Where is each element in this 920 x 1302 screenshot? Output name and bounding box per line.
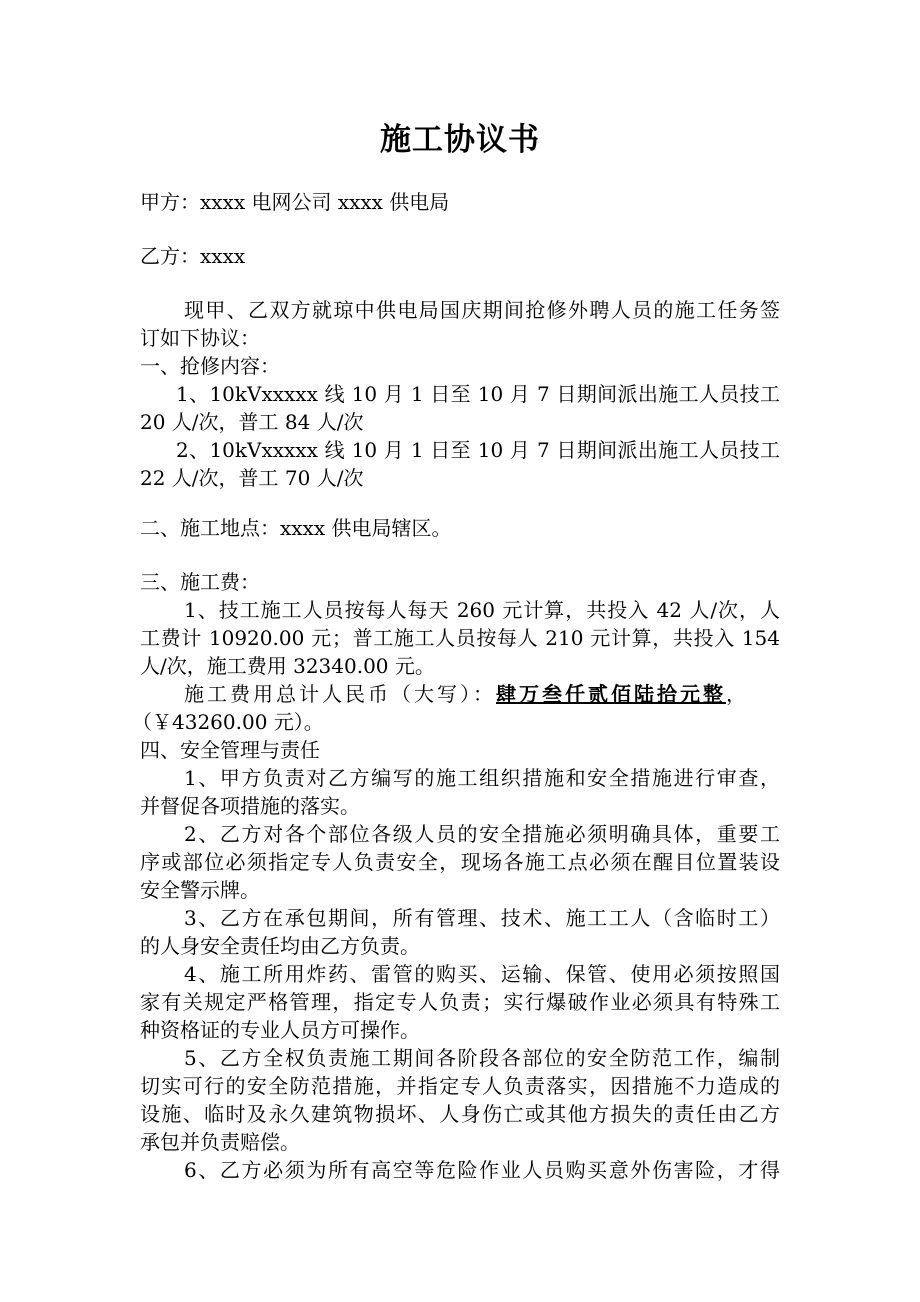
section1-item1-line2: 20 人/次，普工 84 人/次 [140, 410, 364, 434]
section4-item2-line1: 2、乙方对各个部位各级人员的安全措施必须明确具体，重要工 [184, 822, 780, 846]
section1-item1-line1: 1、10kVxxxxx 线 10 月 1 日至 10 月 7 日期间派出施工人员技工 [176, 382, 780, 406]
section3-item1-line3: 人/次，施工费用 32340.00 元。 [140, 654, 435, 678]
intro-line-2: 订如下协议： [140, 326, 260, 350]
total-prefix: 施工费用总计人民币（大写）： [184, 682, 496, 706]
intro-line-1: 现甲、乙双方就琼中供电局国庆期间抢修外聘人员的施工任务签 [184, 298, 780, 322]
section4-item3-line1: 3、乙方在承包期间，所有管理、技术、施工工人（含临时工） [184, 906, 780, 930]
section3-heading: 三、施工费： [140, 570, 260, 594]
section3-item1-line1: 1、技工施工人员按每人每天 260 元计算，共投入 42 人/次，人 [184, 598, 780, 622]
section2-heading: 二、施工地点：xxxx 供电局辖区。 [140, 516, 452, 540]
party-a: 甲方：xxxx 电网公司 xxxx 供电局 [140, 190, 450, 214]
section1-item2-line2: 22 人/次，普工 70 人/次 [140, 466, 364, 490]
section4-item4-line2: 家有关规定严格管理，指定专人负责；实行爆破作业必须具有特殊工 [140, 990, 780, 1014]
total-suffix: ， [726, 682, 749, 706]
section4-item6-line1: 6、乙方必须为所有高空等危险作业人员购买意外伤害险，才得 [184, 1158, 780, 1182]
section4-item4-line3: 种资格证的专业人员方可操作。 [140, 1018, 420, 1042]
section1-heading: 一、抢修内容： [140, 354, 280, 378]
party-b: 乙方：xxxx [140, 244, 246, 268]
section1-item2-line1: 2、10kVxxxxx 线 10 月 1 日至 10 月 7 日期间派出施工人员技工 [176, 438, 780, 462]
section4-item1-line2: 并督促各项措施的落实。 [140, 794, 360, 818]
total-amount-figures: （￥43260.00 元）。 [132, 710, 324, 734]
section3-item1-line2: 工费计 10920.00 元；普工施工人员按每人 210 元计算，共投入 154 [140, 626, 780, 650]
section4-item3-line2: 的人身安全责任均由乙方负责。 [140, 934, 420, 958]
section4-item2-line3: 安全警示牌。 [140, 878, 260, 902]
section3-total-line [184, 680, 780, 708]
section4-item4-line1: 4、施工所用炸药、雷管的购买、运输、保管、使用必须按照国 [184, 962, 780, 986]
document-title: 施工协议书 [380, 122, 540, 158]
section4-item5-line1: 5、乙方全权负责施工期间各阶段各部位的安全防范工作，编制 [184, 1046, 780, 1070]
total-amount-caps: 肆万叁仟贰佰陆拾元整 [496, 682, 726, 706]
section4-item1-line1: 1、甲方负责对乙方编写的施工组织措施和安全措施进行审查， [184, 766, 780, 790]
section4-item5-line2: 切实可行的安全防范措施，并指定专人负责落实，因措施不力造成的 [140, 1074, 780, 1098]
section4-item2-line2: 序或部位必须指定专人负责安全，现场各施工点必须在醒目位置装设 [140, 850, 780, 874]
section4-item5-line4: 承包并负责赔偿。 [140, 1130, 300, 1154]
section4-heading: 四、安全管理与责任 [140, 738, 320, 762]
section4-item5-line3: 设施、临时及永久建筑物损坏、人身伤亡或其他方损失的责任由乙方 [140, 1102, 780, 1126]
